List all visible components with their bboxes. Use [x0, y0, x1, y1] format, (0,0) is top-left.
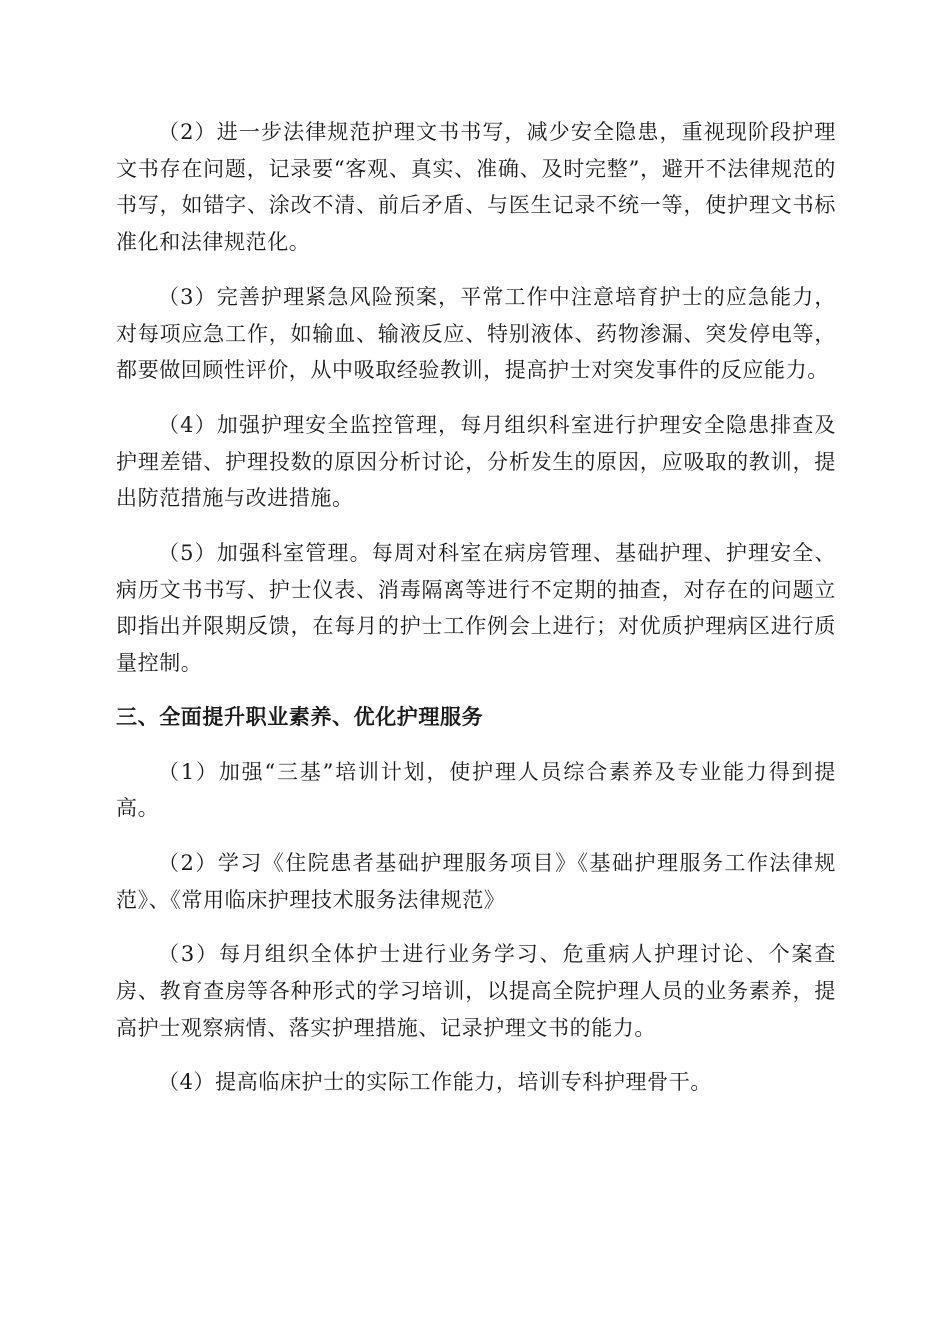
paragraph-item-4-safety: （4）加强护理安全监控管理，每月组织科室进行护理安全隐患排查及护理差错、护理投数的原因分析讨论，分析发生的原因，应吸取的教训，提出防范措施与改进措施。 [116, 412, 836, 511]
document-body [116, 114, 836, 1101]
paragraph-item-3-emergency: （3）完善护理紧急风险预案，平常工作中注意培育护士的应急能力，对每项应急工作，如输血、输液反应、特别液体、药物渗漏、突发停电等，都要做回顾性评价，从中吸取经验教训，提高护士对突发事件的反应能力。 [116, 284, 836, 383]
paragraph-item-2-records: （2）进一步法律规范护理文书书写，减少安全隐患，重视现阶段护理文书存在问题，记录要“客观、真实、准确、及时完整”，避开不法律规范的书写，如错字、涂改不清、前后矛盾、与医生记录不统一等，使护理文书标准化和法律规范化。 [116, 120, 836, 255]
paragraph-item-1-training: （1）加强“三基”培训计划，使护理人员综合素养及专业能力得到提高。 [116, 759, 836, 821]
paragraph-item-5-management: （5）加强科室管理。每周对科室在病房管理、基础护理、护理安全、病历文书书写、护士仪表、消毒隔离等进行不定期的抽查，对存在的问题立即指出并限期反馈，在每月的护士工作例会上进行；对优质护理病区进行质量控制。 [116, 541, 836, 676]
paragraph-item-2-study: （2）学习《住院患者基础护理服务项目》《基础护理服务工作法律规范》、《常用临床护理技术服务法律规范》 [116, 850, 836, 912]
section-heading-three: 三、全面提升职业素养、优化护理服务 [116, 704, 484, 729]
paragraph-item-4-clinical: （4）提高临床护士的实际工作能力，培训专科护理骨干。 [158, 1070, 712, 1095]
paragraph-item-3-learning: （3）每月组织全体护士进行业务学习、危重病人护理讨论、个案查房、教育查房等各种形式的学习培训，以提高全院护理人员的业务素养，提高护士观察病情、落实护理措施、记录护理文书的能力。 [116, 942, 836, 1040]
